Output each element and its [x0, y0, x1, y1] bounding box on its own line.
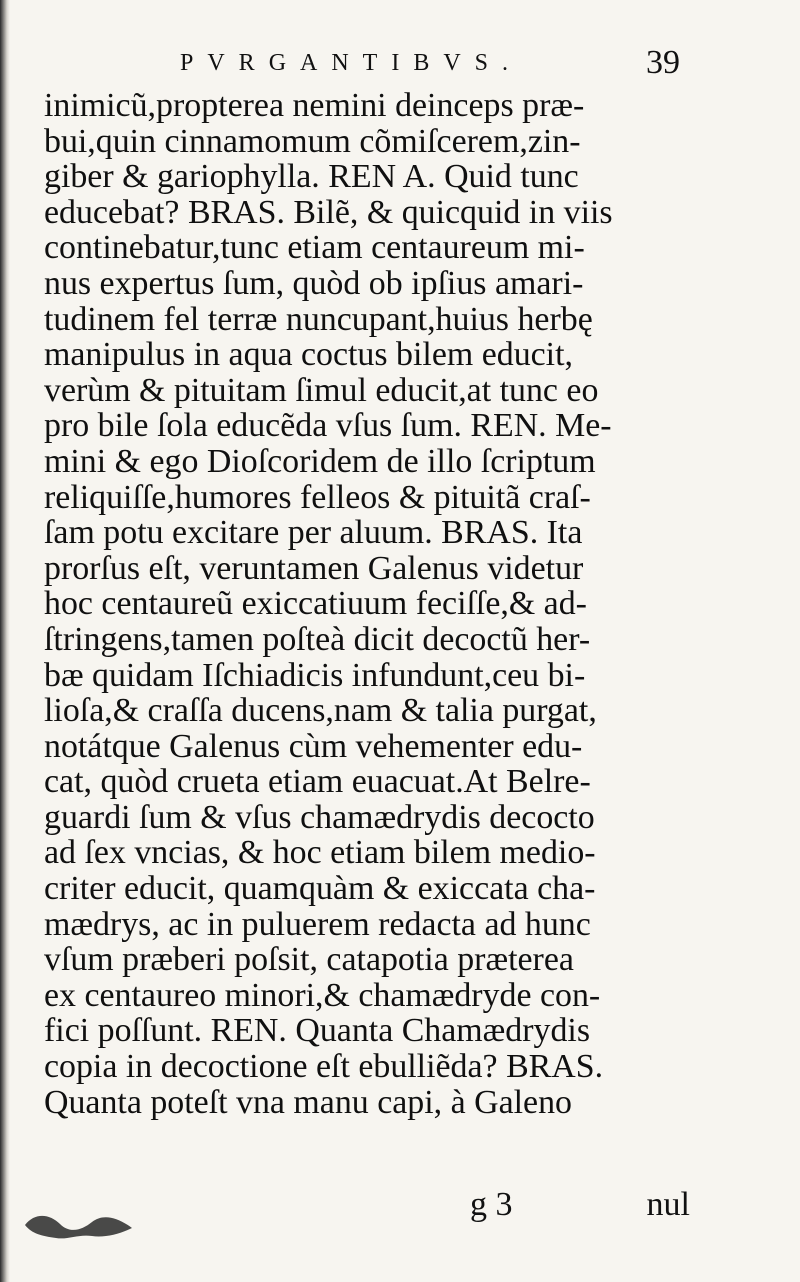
text-line: giber & gariophylla. REN A. Quid tunc: [44, 158, 579, 196]
text-line: criter educit, quamquàm & exiccata cha-: [44, 870, 596, 908]
text-line: reliquiſſe,humores felleos & pituitã craſ-: [44, 478, 591, 516]
catchword: nul: [646, 1186, 690, 1223]
text-line: vſum præberi poſsit, catapotia præterea: [44, 941, 574, 979]
text-line: hoc centaureũ exiccatiuum feciſſe,& ad-: [44, 585, 587, 623]
text-line: lioſa,& craſſa ducens,nam & talia purgat,: [44, 692, 597, 730]
text-line: fici poſſunt. REN. Quanta Chamædrydis: [44, 1012, 591, 1050]
page-binding-edge: [0, 0, 10, 1282]
text-line: educebat? BRAS. Bilẽ, & quicquid in viis: [44, 193, 613, 231]
page-footer: [470, 1186, 690, 1226]
ink-blot: [20, 1200, 140, 1250]
text-line: continebatur,tunc etiam centaureum mi-: [44, 229, 585, 267]
text-line: copia in decoctione eſt ebulliẽda? BRAS.: [44, 1048, 604, 1086]
text-line: prorſus eſt, veruntamen Galenus videtur: [44, 549, 584, 587]
text-line: nus expertus ſum, quòd ob ipſius amari-: [44, 264, 584, 302]
text-line: ſam potu excitare per aluum. BRAS. Ita: [44, 514, 583, 552]
text-line: verùm & pituitam ſimul educit,at tunc eo: [44, 371, 599, 409]
body-text: [44, 88, 684, 1120]
text-line: mini & ego Dioſcoridem de illo ſcriptum: [44, 442, 596, 480]
text-line: bui,quin cinnamomum cõmiſcerem,zin-: [44, 122, 581, 160]
text-line: Quanta poteſt vna manu capi, à Galeno: [44, 1083, 572, 1121]
text-line: ad ſex vncias, & hoc etiam bilem medio-: [44, 834, 596, 872]
text-line: tudinem fel terræ nuncupant,huius herbę: [44, 300, 593, 338]
text-line: cat, quòd crueta etiam euacuat.At Belre-: [44, 763, 591, 801]
running-head: PVRGANTIBVS.: [180, 50, 523, 76]
text-line: notátque Galenus cùm vehementer edu-: [44, 727, 583, 765]
text-line: bæ quidam Iſchiadicis infundunt,ceu bi-: [44, 656, 586, 694]
text-line: inimicũ,propterea nemini deinceps præ-: [44, 87, 585, 124]
text-line: manipulus in aqua coctus bilem educit,: [44, 336, 573, 374]
page-header: [60, 40, 680, 90]
page-number: 39: [646, 44, 680, 81]
text-line: ſtringens,tamen poſteà dicit decoctũ her-: [44, 620, 591, 658]
text-line: ex centaureo minori,& chamædryde con-: [44, 976, 601, 1014]
text-line: mædrys, ac in puluerem redacta ad hunc: [44, 905, 591, 943]
text-line: guardi ſum & vſus chamædrydis decocto: [44, 798, 595, 836]
text-line: pro bile ſola educẽda vſus ſum. REN. Me-: [44, 407, 612, 445]
signature-mark: g 3: [470, 1186, 513, 1223]
